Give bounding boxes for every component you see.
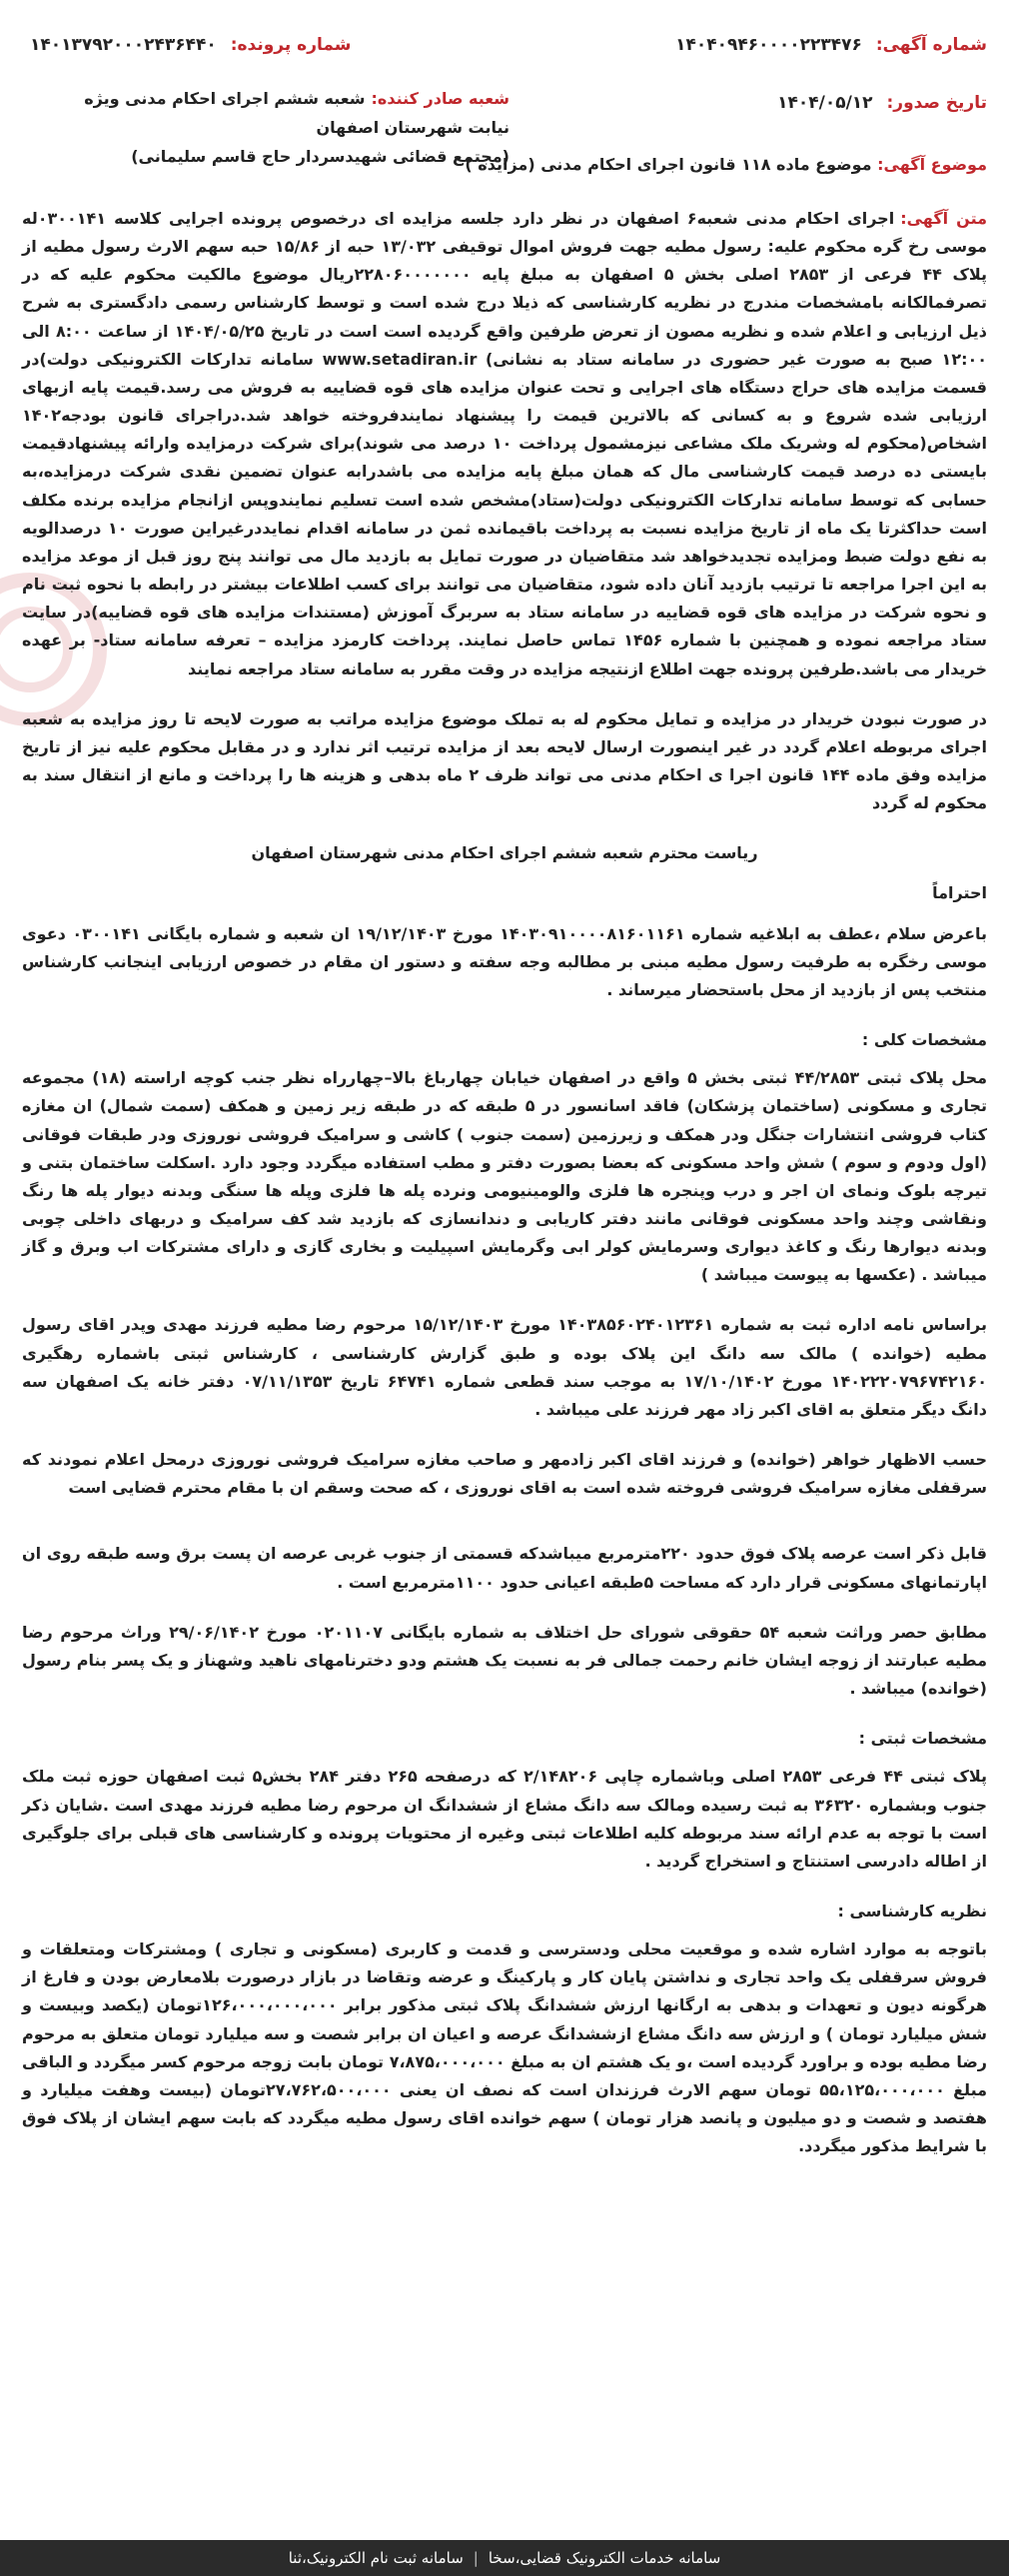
issuer <box>50 85 509 171</box>
issue-date-label: تاریخ صدور: <box>886 93 987 113</box>
ad-number <box>675 35 987 55</box>
ad-number-value: ۱۴۰۴۰۹۴۶۰۰۰۰۲۲۳۴۷۶ <box>675 35 862 55</box>
issue-date-value: ۱۴۰۴/۰۵/۱۲ <box>777 93 873 113</box>
footer-sana-link[interactable]: سامانه ثبت نام الکترونیک،ثنا <box>288 2549 464 2567</box>
addressee: ریاست محترم شعبه ششم اجرای احکام مدنی شهرستان اصفهان <box>251 843 758 863</box>
general-heading: مشخصات کلی : <box>861 1030 987 1050</box>
no-buyer-paragraph: در صورت نبودن خریدار در مزایده و تمایل محکوم له به تملک موضوع مزایده مراتب به صورت لایحه تا روز مزایده به شعبه اجرای مربوطه اعلام گردد در غیر اینصورت ارسال لایحه بعد از مزایده ترتیب اثر ندارد و در مقابل محکوم علیه نیز از تاریخ مزایده وفق ماده ۱۴۴ قانون اجرا ی احکام مدنی می تواند ظرف ۲ ماه بدهی و هزینه ها را پرداخت و مانع از انتقال سند به محکوم له گردد <box>22 708 987 813</box>
registry-paragraph: پلاک ثبتی ۴۴ فرعی ۲۸۵۳ اصلی وباشماره چاپی ۲/۱۴۸۲۰۶ که درصفحه ۲۶۵ دفتر ۲۸۴ بخش۵ ثبت اصفهان حوزه ثبت ملک جنوب وبشماره ۳۶۳۲۰ به ثبت رسیده ومالک سه دانگ مشاع از ششدانگ ان مرحوم رضا مطیه فرزند مهدی است .شایان ذکر است با توجه به عدم ارائه سند مربوطه کلیه اطلاعات ثبتی وغیره از محتویات پرونده و کارشناسی های قبلی برای جلوگیری از اطاله دادرسی استنتاج و استخراج گردید . <box>22 1767 988 1871</box>
auction-text: اجرای احکام مدنی شعبه۶ اصفهان در نظر دارد جلسه مزایده ای درخصوص پرونده اجرایی کلاسه ۰۳۰۰۱۴۱له موسی رخ گره محکوم علیه: رسول مطیه جهت فروش اموال توقیفی ۱۳/۰۳۲ حبه از ۱۵/۸۶ حبه سهم الارث رسول مطیه از پلاک ۴۴ فرعی از ۲۸۵۳ اصلی بخش ۵ اصفهان به مبلغ پایه ۲۲۸۰۶۰۰۰۰۰۰۰ریال موضوع مالکیت محکوم علیه که در تصرفمالکانه بامشخصات مندرج در نظریه کارشناسی که ذیلا درج شده است و توسط کارشناس رسمی دادگستری به شرح ذیل ارزیابی و اعلام شده و نظریه مصون از تعرض طرفین واقع گردیده است است در تاریخ ۱۴۰۴/۰۵/۲۵ از ساعت ۸:۰۰ الی ۱۲:۰۰ صبح به صورت غیر حضوری در سامانه ستاد به نشانی) www.setadiran.ir سامانه تدارکات الکترونیکی دولت)در قسمت مزایده های حراج دستگاه های اجرایی و تحت عنوان مزایده های قوه قضاییه به فروش می رسد.قیمت پایه ازبهای ارزیابی شده شروع و به کسانی که بالاترین قیمت را پیشنهاد نمایندفروخته خواهد شد.دراجرای قانون بودجه۱۴۰۲ اشخاص(محکوم له وشریک ملک مشاعی نیزمشمول پرداخت ۱۰ درصد می شوند)برای شرکت درمزایده وارائه پیشنهادقیمت بایستی ده درصد قیمت کارشناسی مال که همان مبلغ پایه مزایده می باشدرابه عنوان تضمین نقدی شرکت درمزایده،به حسابی که توسط سامانه تدارکات الکترونیکی دولت(ستاد)مشخص شده است تسلیم نمایندوپس ازانجام مزایده برنده مکلف است حداکثرتا یک ماه از تاریخ مزایده نسبت به پرداخت باقیمانده ثمن در سامانه اقدام نمایددرغیراین صورت ۱۰ درصدالویه به نفع دولت ضبط ومزایده تجدیدخواهد شد متقاضیان در صورت تمایل به بازدید مال می توانند پنج روز قبل از موعد مزایده به این اجرا مراجعه تا ترتیب بازدید آنان داده شود، متقاضیان می توانند برای کسب اطلاعات بیشتر در رابطه با نحوه ثبت نام و نحوه شرکت در مزایده های قوه قضاییه در سامانه ستاد به سربرگ آموزش (مستندات مزایده های قوه قضاییه)در سایت ستاد مراجعه نموده و همچنین با شماره ۱۴۵۶ تماس حاصل نمایند. پرداخت کارمزد مزایده – تعرفه سامانه ستاد- بر عهده خریدار می باشد.طرفین پرونده جهت اطلاع ازنتیجه مزایده در وقت مقرر به سامانه ستاد مراجعه نمایند <box>22 209 988 678</box>
notice-body <box>22 205 987 2182</box>
location-paragraph: محل پلاک ثبتی ۴۴/۲۸۵۳ ثبتی بخش ۵ واقع در اصفهان خیابان چهارباغ بالا–چهارراه نظر جنب کوچه اراسته (۱۸) مجموعه تجاری و مسکونی (ساختمان پزشکان) فاقد اسانسور در ۵ طبقه که در طبقه زیر زمین و همکف (سمت شمال) ان مغازه کتاب فروشی انتشارات جنگل ودر همکف و زیرزمین (سمت جنوب ) کاشی و سرامیک فروشی نوروزی ودر طبقات فوقانی (اول ودوم و سوم ) شش واحد مسکونی که بعضا بصورت دفتر و مطب استفاده میگردد وجود دارد .اسکلت ساختمان بتنی و تیرچه بلوک ونمای ان اجر و درب وپنجره ها فلزی والومینیومی ونرده پله ها فلزی وپله ها سنگی وبدنه دیوار پله ها رنگ ونقاشی وچند واحد مسکونی فوقانی مانند دفتر کاریابی و دندانسازی که بازدید شد کف سرامیک و دربهای داخلی چوبی وبدنه دیوارها رنگ و کاغذ دیواری وسرمایش کولر ابی وگرمایش اسپیلیت و بخاری گازی و دارای مشترکات اب وبرق و گاز میباشد . (عکسها به پیوست میباشد ) <box>22 1068 988 1285</box>
case-number <box>30 35 352 55</box>
opinion-heading: نظریه کارشناسی : <box>837 1901 987 1921</box>
case-number-label: شماره پرونده: <box>230 35 352 55</box>
issuer-label: شعبه صادر کننده: <box>371 89 509 108</box>
subject-label: موضوع آگهی: <box>877 155 987 174</box>
footer-sakha-link[interactable]: سامانه خدمات الکترونیک قضایی،سخا <box>488 2549 721 2567</box>
intro-paragraph: باعرض سلام ،عطف به ابلاغیه شماره ۱۴۰۳۰۹۱۰۰۰۰۸۱۶۰۱۱۶۱ مورخ ۱۹/۱۲/۱۴۰۳ ان شعبه و شماره بایگانی ۰۳۰۰۱۴۱ دعوی موسی رخگره به طرفیت رسول مطیه مبنی بر مطالبه وجه سفته و دستور ان مقام در خصوص ارزیابی اینجانب کارشناس منتخب پس از بازدید از محل باستحضار میرساند . <box>22 923 988 999</box>
auction-paragraph <box>22 205 987 683</box>
sister-statement-paragraph: حسب الاظهار خواهر (خوانده) و فرزند اقای اکبر زادمهر و صاحب مغازه سرامیک فروشی نوروزی درمحل اعلام نمودند که سرقفلی مغازه سرامیک فروشی فروخته شده است به اقای نوروزی ، که صحت وسقم ان با مقام محترم قضایی است <box>22 1450 987 1498</box>
subject-line <box>465 155 987 174</box>
body-label: متن آگهی: <box>900 209 988 228</box>
greeting: احتراماً <box>932 883 987 903</box>
case-number-value: ۱۴۰۱۳۷۹۲۰۰۰۲۴۳۶۴۴۰ <box>30 35 217 55</box>
footer-separator: | <box>473 2549 479 2567</box>
ownership-paragraph: براساس نامه اداره ثبت به شماره ۱۴۰۳۸۵۶۰۲۴۰۱۲۳۶۱ مورخ ۱۵/۱۲/۱۴۰۳ مرحوم رضا مطیه فرزند مهدی وپدر اقای رسول مطیه (خوانده ) مالک سه دانگ این پلاک بوده و طبق گزارش کارشناسی ، کارشناس ثبتی باشماره رهگیری ۱۴۰۲۲۲۰۷۹۶۷۴۲۱۶۰ مورخ ۱۷/۱۰/۱۴۰۲ به موجب سند قطعی شماره ۶۴۷۴۱ تاریخ ۰۷/۱۱/۱۳۵۳ دفتر خانه یک اصفهان سه دانگ دیگر متعلق به اقای اکبر زاد مهر فرزند علی میباشد . <box>22 1315 988 1419</box>
area-paragraph: قابل ذکر است عرصه پلاک فوق حدود ۲۲۰مترمربع میباشدکه قسمتی از جنوب غربی عرصه ان پست برق وسه طبقه روی ان اپارتمانهای مسکونی قرار دارد که مساحت ۵طبقه اعیانی حدود ۱۱۰۰مترمربع است . <box>22 1544 988 1592</box>
subject-value: موضوع ماده ۱۱۸ قانون اجرای احکام مدنی (مزایده ) <box>465 155 872 174</box>
registry-heading: مشخصات ثبتی : <box>858 1729 987 1749</box>
ad-number-label: شماره آگهی: <box>875 35 987 55</box>
issue-date <box>777 93 987 113</box>
opinion-paragraph: باتوجه به موارد اشاره شده و موقعیت محلی ودسترسی و قدمت و کاربری (مسکونی و تجاری ) ومشترکات ومتعلقات و فروش سرقفلی یک واحد تجاری و نداشتن پایان کار و پارکینگ و عرضه وتقاضا در بازار درصورت بلامعارض بودن و فارغ از هرگونه دیون و تعهدات و بدهی به ارگانها ارزش ششدانگ پلاک ثبتی مذکور برابر ۱۲۶،۰۰۰،۰۰۰،۰۰۰تومان (یکصد وبیست و شش میلیارد تومان ) و ارزش سه دانگ مشاع ازششدانگ عرصه و اعیان ان برابر شصت و سه میلیارد تومان متعلق به مرحوم رضا مطیه بوده و براورد گردیده است ،و یک هشتم ان به مبلغ ۷،۸۷۵،۰۰۰،۰۰۰ تومان بابت زوجه مرحوم کسر میگردد و الباقی مبلغ ۵۵،۱۲۵،۰۰۰،۰۰۰ تومان سهم الارث فرزندان است که نصف ان یعنی ۲۷،۷۶۲،۵۰۰،۰۰۰تومان (بیست وهفت میلیارد و هفتصد و شصت و دو میلیون و پانصد هزار تومان ) سهم خوانده اقای رسول مطیه میگردد که بابت سهم ایشان از پلاک فوق با شرایط مذکور میگردد. <box>22 1939 988 2156</box>
issuer-sub: (مجتمع قضائی شهیدسردار حاج قاسم سلیمانی) <box>131 146 509 166</box>
issuer-value: شعبه ششم اجرای احکام مدنی ویژه نیابت شهرستان اصفهان <box>84 89 509 137</box>
inheritance-paragraph: مطابق حصر وراثت شعبه ۵۴ حقوقی شورای حل اختلاف به شماره بایگانی ۰۲۰۱۱۰۷ مورخ ۲۹/۰۶/۱۴۰۲ وراث مرحوم رضا مطیه عبارتند از زوجه ایشان خانم رحمت جمالی فر به نسبت یک هشتم ودو دخترنامهای ناهید وشهناز و یک پسر بنام رسول (خوانده) میباشد . <box>22 1622 987 1699</box>
footer-bar <box>0 2540 1009 2576</box>
